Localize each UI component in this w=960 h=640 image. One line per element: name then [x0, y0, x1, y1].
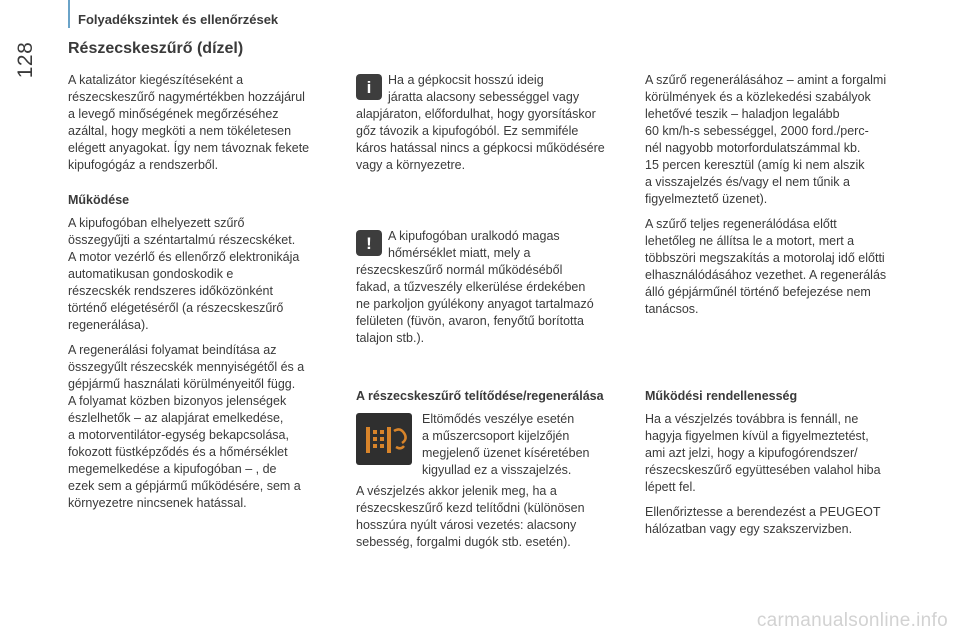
intro-paragraph: A katalizátor kiegészítéseként a részecskeszűrő nagymértékben hozzájárul a levegő minőségének megőrzéséhez azáltal, hogy megköti a nem tökéletesen elégett anyagokat. Így nem távoznak fekete kipufogógáz a rendszerből. — [68, 73, 310, 172]
operation-heading: Működése — [68, 193, 130, 207]
info-note-first-lines: Ha a gépkocsit hosszú ideig járatta alacsony sebességgel vagy — [388, 73, 580, 104]
warning-icon: ! — [356, 230, 382, 256]
info-icon: i — [356, 74, 382, 100]
page-title: Részecskeszűrő (dízel) — [68, 40, 244, 57]
malfunction-paragraph-2: Ellenőriztesse a berendezést a PEUGEOT hálózatban vagy egy szakszervizben. — [645, 505, 881, 536]
saturation-first-lines: Eltömődés veszélye esetén a műszercsoport kijelzőjén megjelenő üzenet kíséretében kigyullad ez a visszajelzés. — [422, 412, 590, 477]
info-note-text: alapjáraton, előfordulhat, hogy gyorsításkor gőz távozik a kipufogóból. Ez semmiféle káros hatással nincs a gépkocsi működésére vagy a környezetre. — [356, 107, 605, 172]
malfunction-heading: Működési rendellenesség — [645, 389, 798, 403]
warning-note-first-lines: A kipufogóban uralkodó magas hőmérséklet miatt, mely a — [388, 229, 560, 260]
malfunction-section — [645, 388, 915, 546]
section-header: Folyadékszintek és ellenőrzések — [78, 12, 279, 27]
warning-note-text: részecskeszűrő normál működéséből fakad, a tűzveszély elkerülése érdekében ne parkoljon gyúlékony anyagot tartalmazó felületen (füvön, avaron, fenyőtű borította talajon stb.). — [356, 263, 594, 345]
operation-paragraph-2: A regenerálási folyamat beindítása az összegyűlt részecskék mennyiségétől és a gépjármű használati körülményeitől függ. A folyamat közben bizonyos jelenségek észlelhetők – az alapjárat emelkedése, a motorventilátor-egység bekapcsolása, fokozott füstképződés és a hőmérséklet megemelkedése a kipufogóban – , de ezek sem a gépjármű működésére, sem a környezetre nincsenek hatással. — [68, 343, 305, 510]
operation-paragraph-1: A kipufogóban elhelyezett szűrő összegyűjti a széntartalmú részecskéket. A motor vezérlő és ellenőrző elektronikája automatikusan gondoskodik e részecskék rendszeres időközönként történő elégetéséről (a részecskeszűrő regenerálása). — [68, 216, 300, 332]
column-1 — [68, 72, 340, 520]
page-number: 128 — [14, 41, 37, 79]
regeneration-paragraph-2: A szűrő teljes regenerálódása előtt lehetőleg ne állítsa le a motort, mert a többszöri megszakítás a motorolaj idő előtti elhasználódásához vezethet. A regenerálás álló gépjárműnél történő befejezése nem tanácsos. — [645, 217, 887, 316]
saturation-heading: A részecskeszűrő telítődése/regenerálása — [356, 389, 604, 403]
header-accent-bar — [68, 0, 70, 28]
regeneration-section — [645, 72, 915, 326]
malfunction-paragraph-1: Ha a vészjelzés továbbra is fennáll, ne hagyja figyelmen kívül a figyelmeztetést, ami azt jelzi, hogy a kipufogórendszer/ részecskeszűrő együttesében valahol hiba lépett fel. — [645, 412, 881, 494]
saturation-text: A vészjelzés akkor jelenik meg, ha a részecskeszűrő kezd telítődni (különösen hosszúra nyúlt városi vezetés: alacsony sebesség, forgalmi dugók stb. esetén). — [356, 484, 585, 549]
info-note — [356, 72, 631, 174]
regeneration-paragraph-1: A szűrő regenerálásához – amint a forgalmi körülmények és a közlekedési szabályok lehetővé teszik – haladjon legalább 60 km/h-s sebességgel, 2000 ford./perc- nél nagyobb motorfordulatszámmal kb. 15 percen keresztül (amíg ki nem alszik a visszajelzés és/vagy el nem tűnik a figyelmeztető üzenet). — [645, 73, 887, 206]
saturation-section — [356, 388, 631, 551]
particle-filter-warning-icon — [356, 413, 412, 465]
watermark: carmanualsonline.info — [756, 610, 948, 631]
warning-note — [356, 228, 631, 347]
